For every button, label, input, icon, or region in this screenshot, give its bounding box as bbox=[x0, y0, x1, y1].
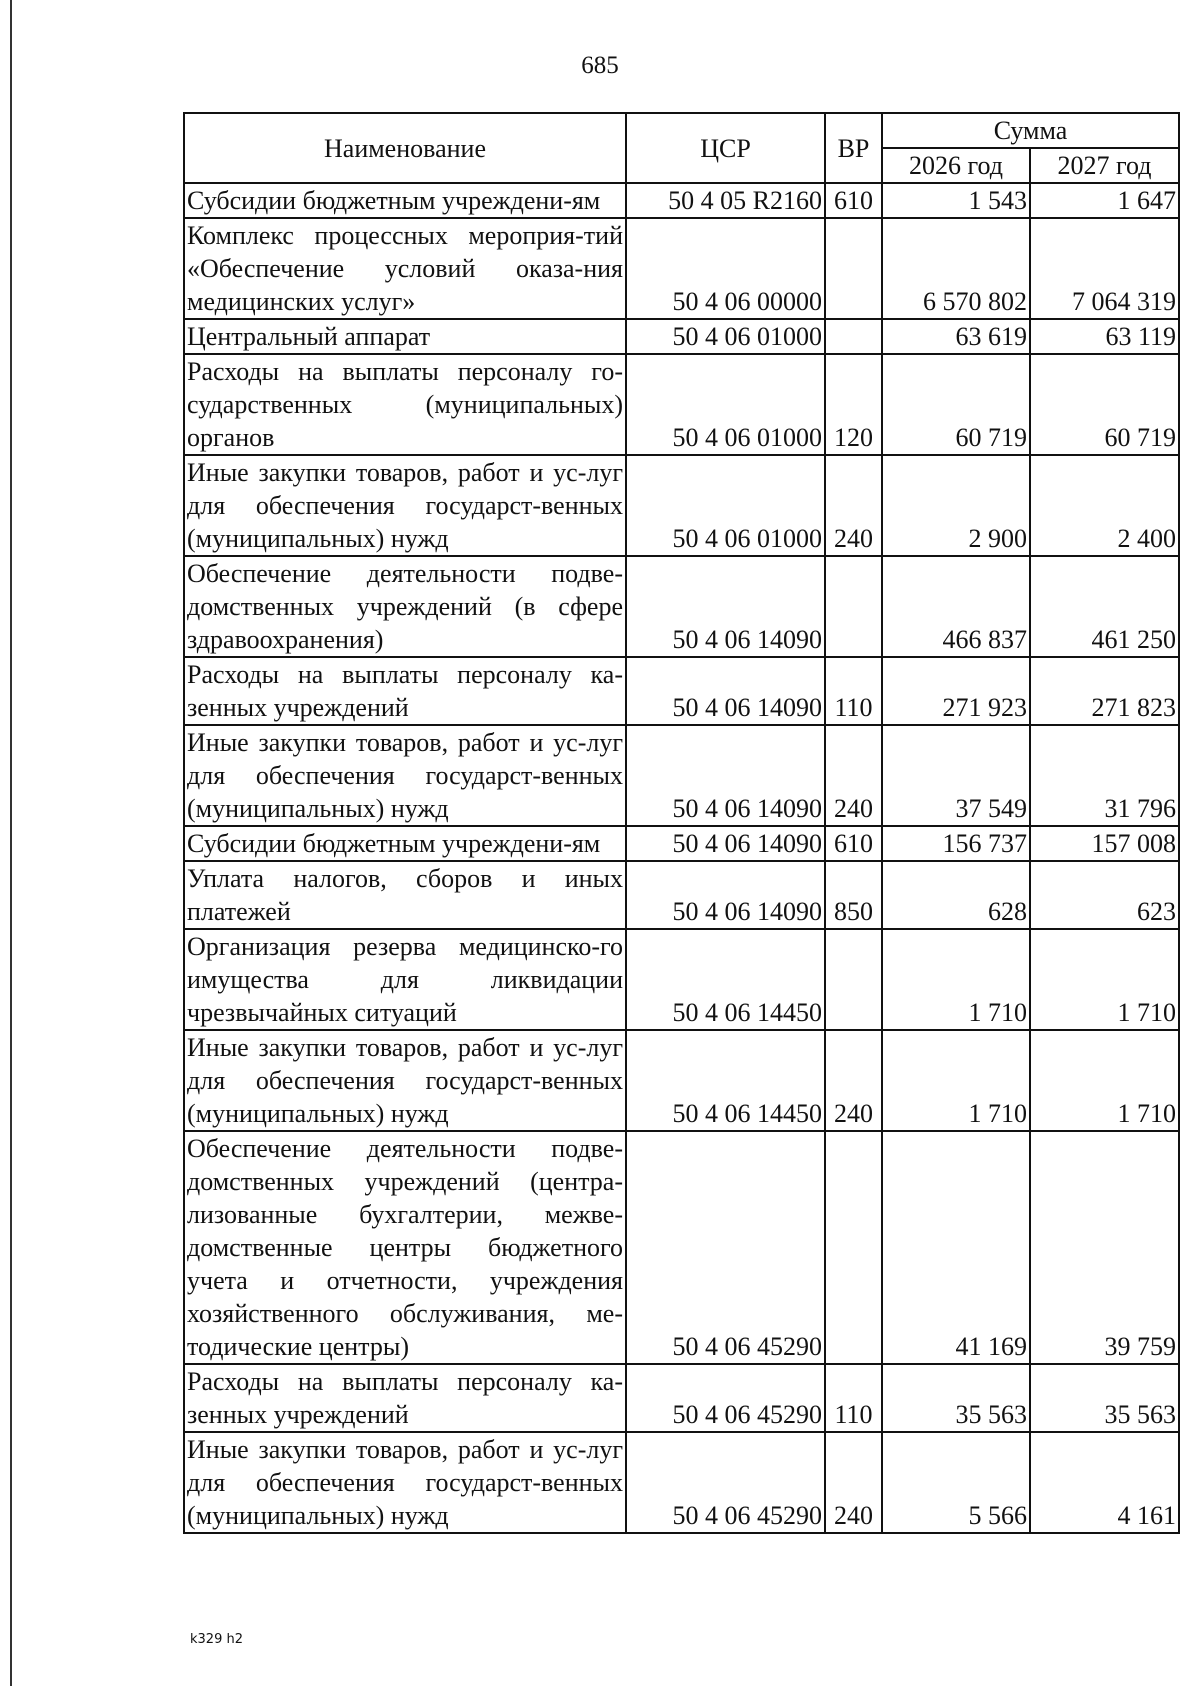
row-sum-2026: 156 737 bbox=[882, 826, 1030, 861]
table-row bbox=[184, 556, 1179, 657]
row-vr bbox=[825, 319, 882, 354]
table-row bbox=[184, 861, 1179, 929]
row-name: Организация резерва медицинско-го имущества для ликвидации чрезвычайных ситуаций bbox=[184, 929, 626, 1030]
row-csr: 50 4 06 01000 bbox=[626, 354, 825, 455]
row-sum-2026: 2 900 bbox=[882, 455, 1030, 556]
row-name: Центральный аппарат bbox=[184, 319, 626, 354]
row-sum-2027: 157 008 bbox=[1030, 826, 1179, 861]
row-vr: 610 bbox=[825, 183, 882, 218]
table-row bbox=[184, 657, 1179, 725]
table-body bbox=[184, 183, 1179, 1533]
row-name: Обеспечение деятельности подве-домственных учреждений (центра-лизованные бухгалтерии, межве-домственные центры бюджетного учета и отчетности, учреждения хозяйственного обслуживания, ме-тодические центры) bbox=[184, 1131, 626, 1364]
row-name: Иные закупки товаров, работ и ус-луг для обеспечения государст-венных (муниципальных) нужд bbox=[184, 455, 626, 556]
row-vr bbox=[825, 218, 882, 319]
budget-table bbox=[183, 112, 1180, 1534]
row-vr: 110 bbox=[825, 657, 882, 725]
row-sum-2026: 466 837 bbox=[882, 556, 1030, 657]
row-sum-2026: 6 570 802 bbox=[882, 218, 1030, 319]
header-year-2027: 2027 год bbox=[1030, 148, 1179, 183]
row-sum-2026: 271 923 bbox=[882, 657, 1030, 725]
row-name: Субсидии бюджетным учреждени-ям bbox=[184, 183, 626, 218]
row-vr bbox=[825, 929, 882, 1030]
row-csr: 50 4 06 14090 bbox=[626, 556, 825, 657]
row-sum-2026: 628 bbox=[882, 861, 1030, 929]
page-left-border bbox=[10, 0, 12, 1686]
row-sum-2027: 623 bbox=[1030, 861, 1179, 929]
row-sum-2026: 35 563 bbox=[882, 1364, 1030, 1432]
row-vr: 110 bbox=[825, 1364, 882, 1432]
row-csr: 50 4 06 14090 bbox=[626, 657, 825, 725]
row-csr: 50 4 06 01000 bbox=[626, 455, 825, 556]
row-sum-2027: 1 710 bbox=[1030, 1030, 1179, 1131]
row-vr bbox=[825, 556, 882, 657]
row-sum-2026: 60 719 bbox=[882, 354, 1030, 455]
page-number: 685 bbox=[581, 52, 619, 79]
row-name: Субсидии бюджетным учреждени-ям bbox=[184, 826, 626, 861]
table-row bbox=[184, 1364, 1179, 1432]
table-row bbox=[184, 1432, 1179, 1533]
row-csr: 50 4 05 R2160 bbox=[626, 183, 825, 218]
row-name: Расходы на выплаты персоналу ка-зенных учреждений bbox=[184, 1364, 626, 1432]
table-row bbox=[184, 929, 1179, 1030]
header-vr: ВР bbox=[825, 113, 882, 183]
row-sum-2026: 5 566 bbox=[882, 1432, 1030, 1533]
row-sum-2026: 1 710 bbox=[882, 929, 1030, 1030]
row-csr: 50 4 06 14090 bbox=[626, 861, 825, 929]
row-sum-2026: 41 169 bbox=[882, 1131, 1030, 1364]
row-sum-2027: 1 647 bbox=[1030, 183, 1179, 218]
row-name: Иные закупки товаров, работ и ус-луг для обеспечения государст-венных (муниципальных) нужд bbox=[184, 1030, 626, 1131]
row-sum-2027: 60 719 bbox=[1030, 354, 1179, 455]
row-csr: 50 4 06 45290 bbox=[626, 1432, 825, 1533]
row-name: Расходы на выплаты персоналу ка-зенных учреждений bbox=[184, 657, 626, 725]
row-sum-2027: 35 563 bbox=[1030, 1364, 1179, 1432]
row-sum-2027: 39 759 bbox=[1030, 1131, 1179, 1364]
row-vr: 850 bbox=[825, 861, 882, 929]
row-name: Иные закупки товаров, работ и ус-луг для обеспечения государст-венных (муниципальных) нужд bbox=[184, 725, 626, 826]
row-vr: 240 bbox=[825, 1030, 882, 1131]
table-row bbox=[184, 319, 1179, 354]
table-row bbox=[184, 1030, 1179, 1131]
header-sum: Сумма bbox=[882, 113, 1179, 148]
row-vr: 240 bbox=[825, 1432, 882, 1533]
row-csr: 50 4 06 14090 bbox=[626, 725, 825, 826]
row-vr: 240 bbox=[825, 725, 882, 826]
table-row bbox=[184, 826, 1179, 861]
row-name: Обеспечение деятельности подве-домственных учреждений (в сфере здравоохранения) bbox=[184, 556, 626, 657]
row-csr: 50 4 06 14090 bbox=[626, 826, 825, 861]
row-sum-2027: 31 796 bbox=[1030, 725, 1179, 826]
table-row bbox=[184, 354, 1179, 455]
row-sum-2027: 4 161 bbox=[1030, 1432, 1179, 1533]
table-row bbox=[184, 455, 1179, 556]
header-name: Наименование bbox=[184, 113, 626, 183]
header-csr: ЦСР bbox=[626, 113, 825, 183]
row-vr bbox=[825, 1131, 882, 1364]
row-sum-2026: 1 543 bbox=[882, 183, 1030, 218]
row-sum-2027: 63 119 bbox=[1030, 319, 1179, 354]
row-sum-2027: 7 064 319 bbox=[1030, 218, 1179, 319]
row-vr: 240 bbox=[825, 455, 882, 556]
row-csr: 50 4 06 45290 bbox=[626, 1364, 825, 1432]
row-name: Комплекс процессных мероприя-тий «Обеспечение условий оказа-ния медицинских услуг» bbox=[184, 218, 626, 319]
table-header-row bbox=[184, 113, 1179, 148]
row-name: Уплата налогов, сборов и иных платежей bbox=[184, 861, 626, 929]
row-csr: 50 4 06 01000 bbox=[626, 319, 825, 354]
table-row bbox=[184, 183, 1179, 218]
row-vr: 610 bbox=[825, 826, 882, 861]
row-csr: 50 4 06 45290 bbox=[626, 1131, 825, 1364]
row-name: Расходы на выплаты персоналу го-сударственных (муниципальных) органов bbox=[184, 354, 626, 455]
row-sum-2027: 461 250 bbox=[1030, 556, 1179, 657]
row-name: Иные закупки товаров, работ и ус-луг для обеспечения государст-венных (муниципальных) нужд bbox=[184, 1432, 626, 1533]
header-year-2026: 2026 год bbox=[882, 148, 1030, 183]
row-sum-2026: 37 549 bbox=[882, 725, 1030, 826]
row-csr: 50 4 06 14450 bbox=[626, 929, 825, 1030]
table-row bbox=[184, 725, 1179, 826]
table-row bbox=[184, 218, 1179, 319]
row-sum-2026: 1 710 bbox=[882, 1030, 1030, 1131]
row-sum-2027: 1 710 bbox=[1030, 929, 1179, 1030]
footer-code: k329 h2 bbox=[190, 1632, 243, 1647]
row-sum-2027: 271 823 bbox=[1030, 657, 1179, 725]
row-vr: 120 bbox=[825, 354, 882, 455]
table-row bbox=[184, 1131, 1179, 1364]
row-csr: 50 4 06 14450 bbox=[626, 1030, 825, 1131]
row-sum-2026: 63 619 bbox=[882, 319, 1030, 354]
row-sum-2027: 2 400 bbox=[1030, 455, 1179, 556]
row-csr: 50 4 06 00000 bbox=[626, 218, 825, 319]
